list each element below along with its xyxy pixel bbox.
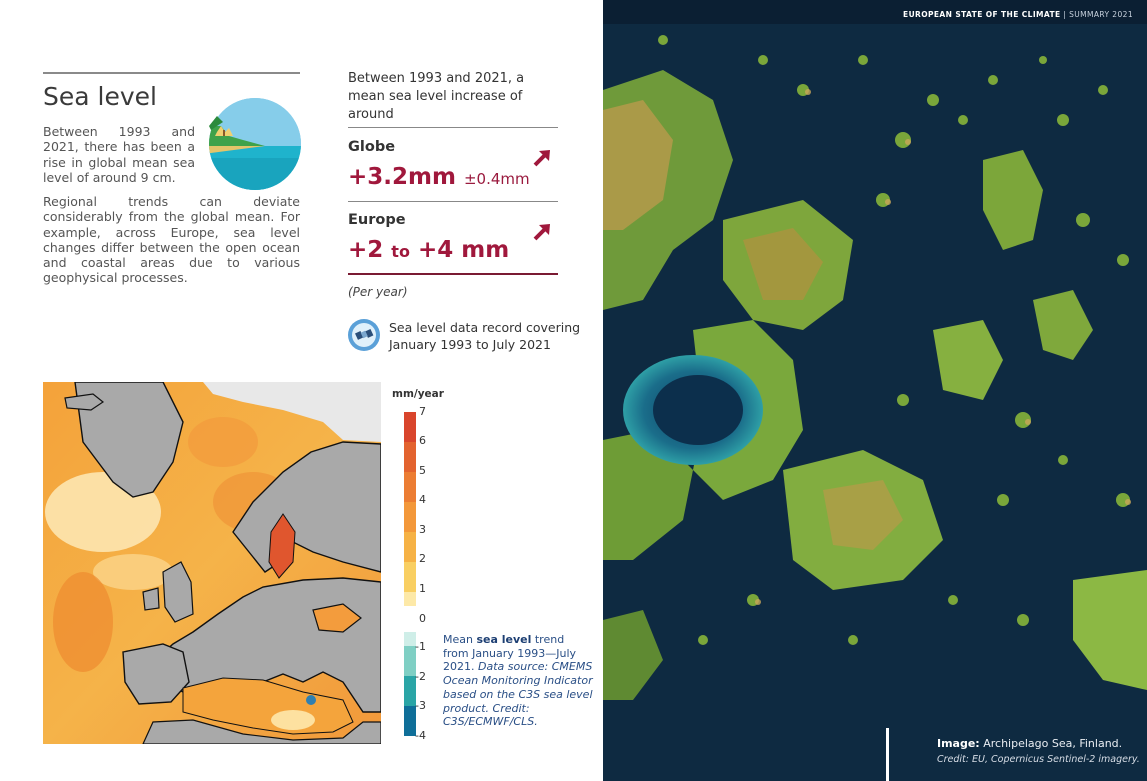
map-caption: [443, 633, 593, 729]
legend-tick-label: 2: [419, 552, 426, 565]
satellite-icon: [347, 318, 381, 352]
credit-label: Image:: [937, 737, 980, 750]
archipelago-image-graphic: [603, 0, 1147, 781]
intro-paragraph-part-2: Regional trends can deviate considerably from the global mean. For example, across Europe, sea level changes differ between the open ocean and coastal areas due to various geophysical processes.: [43, 194, 300, 286]
caption-lead: Mean: [443, 633, 477, 646]
running-head-separator: |: [1060, 10, 1070, 19]
credit-bar: [886, 728, 889, 781]
coast-illustration-icon: [203, 96, 301, 192]
section-rule: [43, 72, 300, 74]
running-head-title: EUROPEAN STATE OF THE CLIMATE: [903, 10, 1061, 19]
globe-increase-arrow-icon: [531, 147, 553, 169]
intro-paragraph-part-1: Between 1993 and 2021, there has been a rise in global mean sea level of around 9 cm.: [43, 124, 195, 185]
legend-tick-label: -1: [415, 640, 426, 653]
credit-source: Credit: EU, Copernicus Sentinel-2 imagery.: [937, 754, 1140, 765]
globe-uncertainty: ±0.4mm: [463, 170, 530, 188]
legend-tick-label: 1: [419, 582, 426, 595]
caption-rest: trend from January 1993—July 2021.: [443, 633, 577, 674]
legend-tick-label: 5: [419, 464, 426, 477]
color-scale-legend: [388, 386, 448, 746]
europe-divider: [348, 273, 558, 275]
legend-tick-label: 7: [419, 405, 426, 418]
europe-to: to: [391, 242, 410, 261]
globe-divider: [348, 201, 558, 202]
europe-label: Europe: [348, 212, 406, 228]
legend-tick-label: 6: [419, 434, 426, 447]
legend-tick-label: 4: [419, 493, 426, 506]
europe-value-low: +2: [348, 237, 384, 263]
globe-value: [348, 164, 530, 190]
europe-value: [348, 237, 509, 263]
europe-value-high: +4 mm: [417, 237, 510, 263]
globe-label: Globe: [348, 139, 396, 155]
section-title: Sea level: [43, 82, 157, 111]
image-credit: [937, 736, 1140, 767]
legend-tick-label: -4: [415, 729, 426, 742]
credit-text: Archipelago Sea, Finland.: [979, 737, 1123, 750]
running-head-text: [903, 10, 1133, 19]
stats-divider: [348, 127, 558, 128]
running-head-subtitle: SUMMARY 2021: [1069, 10, 1133, 19]
legend-tick-label: -3: [415, 699, 426, 712]
stats-intro: Between 1993 and 2021, a mean sea level increase of around: [348, 71, 525, 122]
caption-source: Data source: CMEMS Ocean Monitoring Indicator based on the C3S sea level product. Credit: C3S/ECMWF/CLS.: [443, 660, 593, 729]
legend-tick-label: 0: [419, 612, 426, 625]
legend-unit-label: mm/year: [392, 388, 444, 400]
legend-tick-label: -2: [415, 670, 426, 683]
sea-level-trend-map: [43, 382, 381, 744]
archipelago-satellite-image: [603, 0, 1147, 781]
per-year-note: (Per year): [348, 285, 408, 299]
legend-tick-label: 3: [419, 523, 426, 536]
caption-bold: sea level: [476, 633, 532, 646]
europe-increase-arrow-icon: [531, 221, 553, 243]
data-record-text: Sea level data record covering January 1993 to July 2021: [389, 320, 581, 352]
globe-value-number: +3.2mm: [348, 164, 456, 190]
